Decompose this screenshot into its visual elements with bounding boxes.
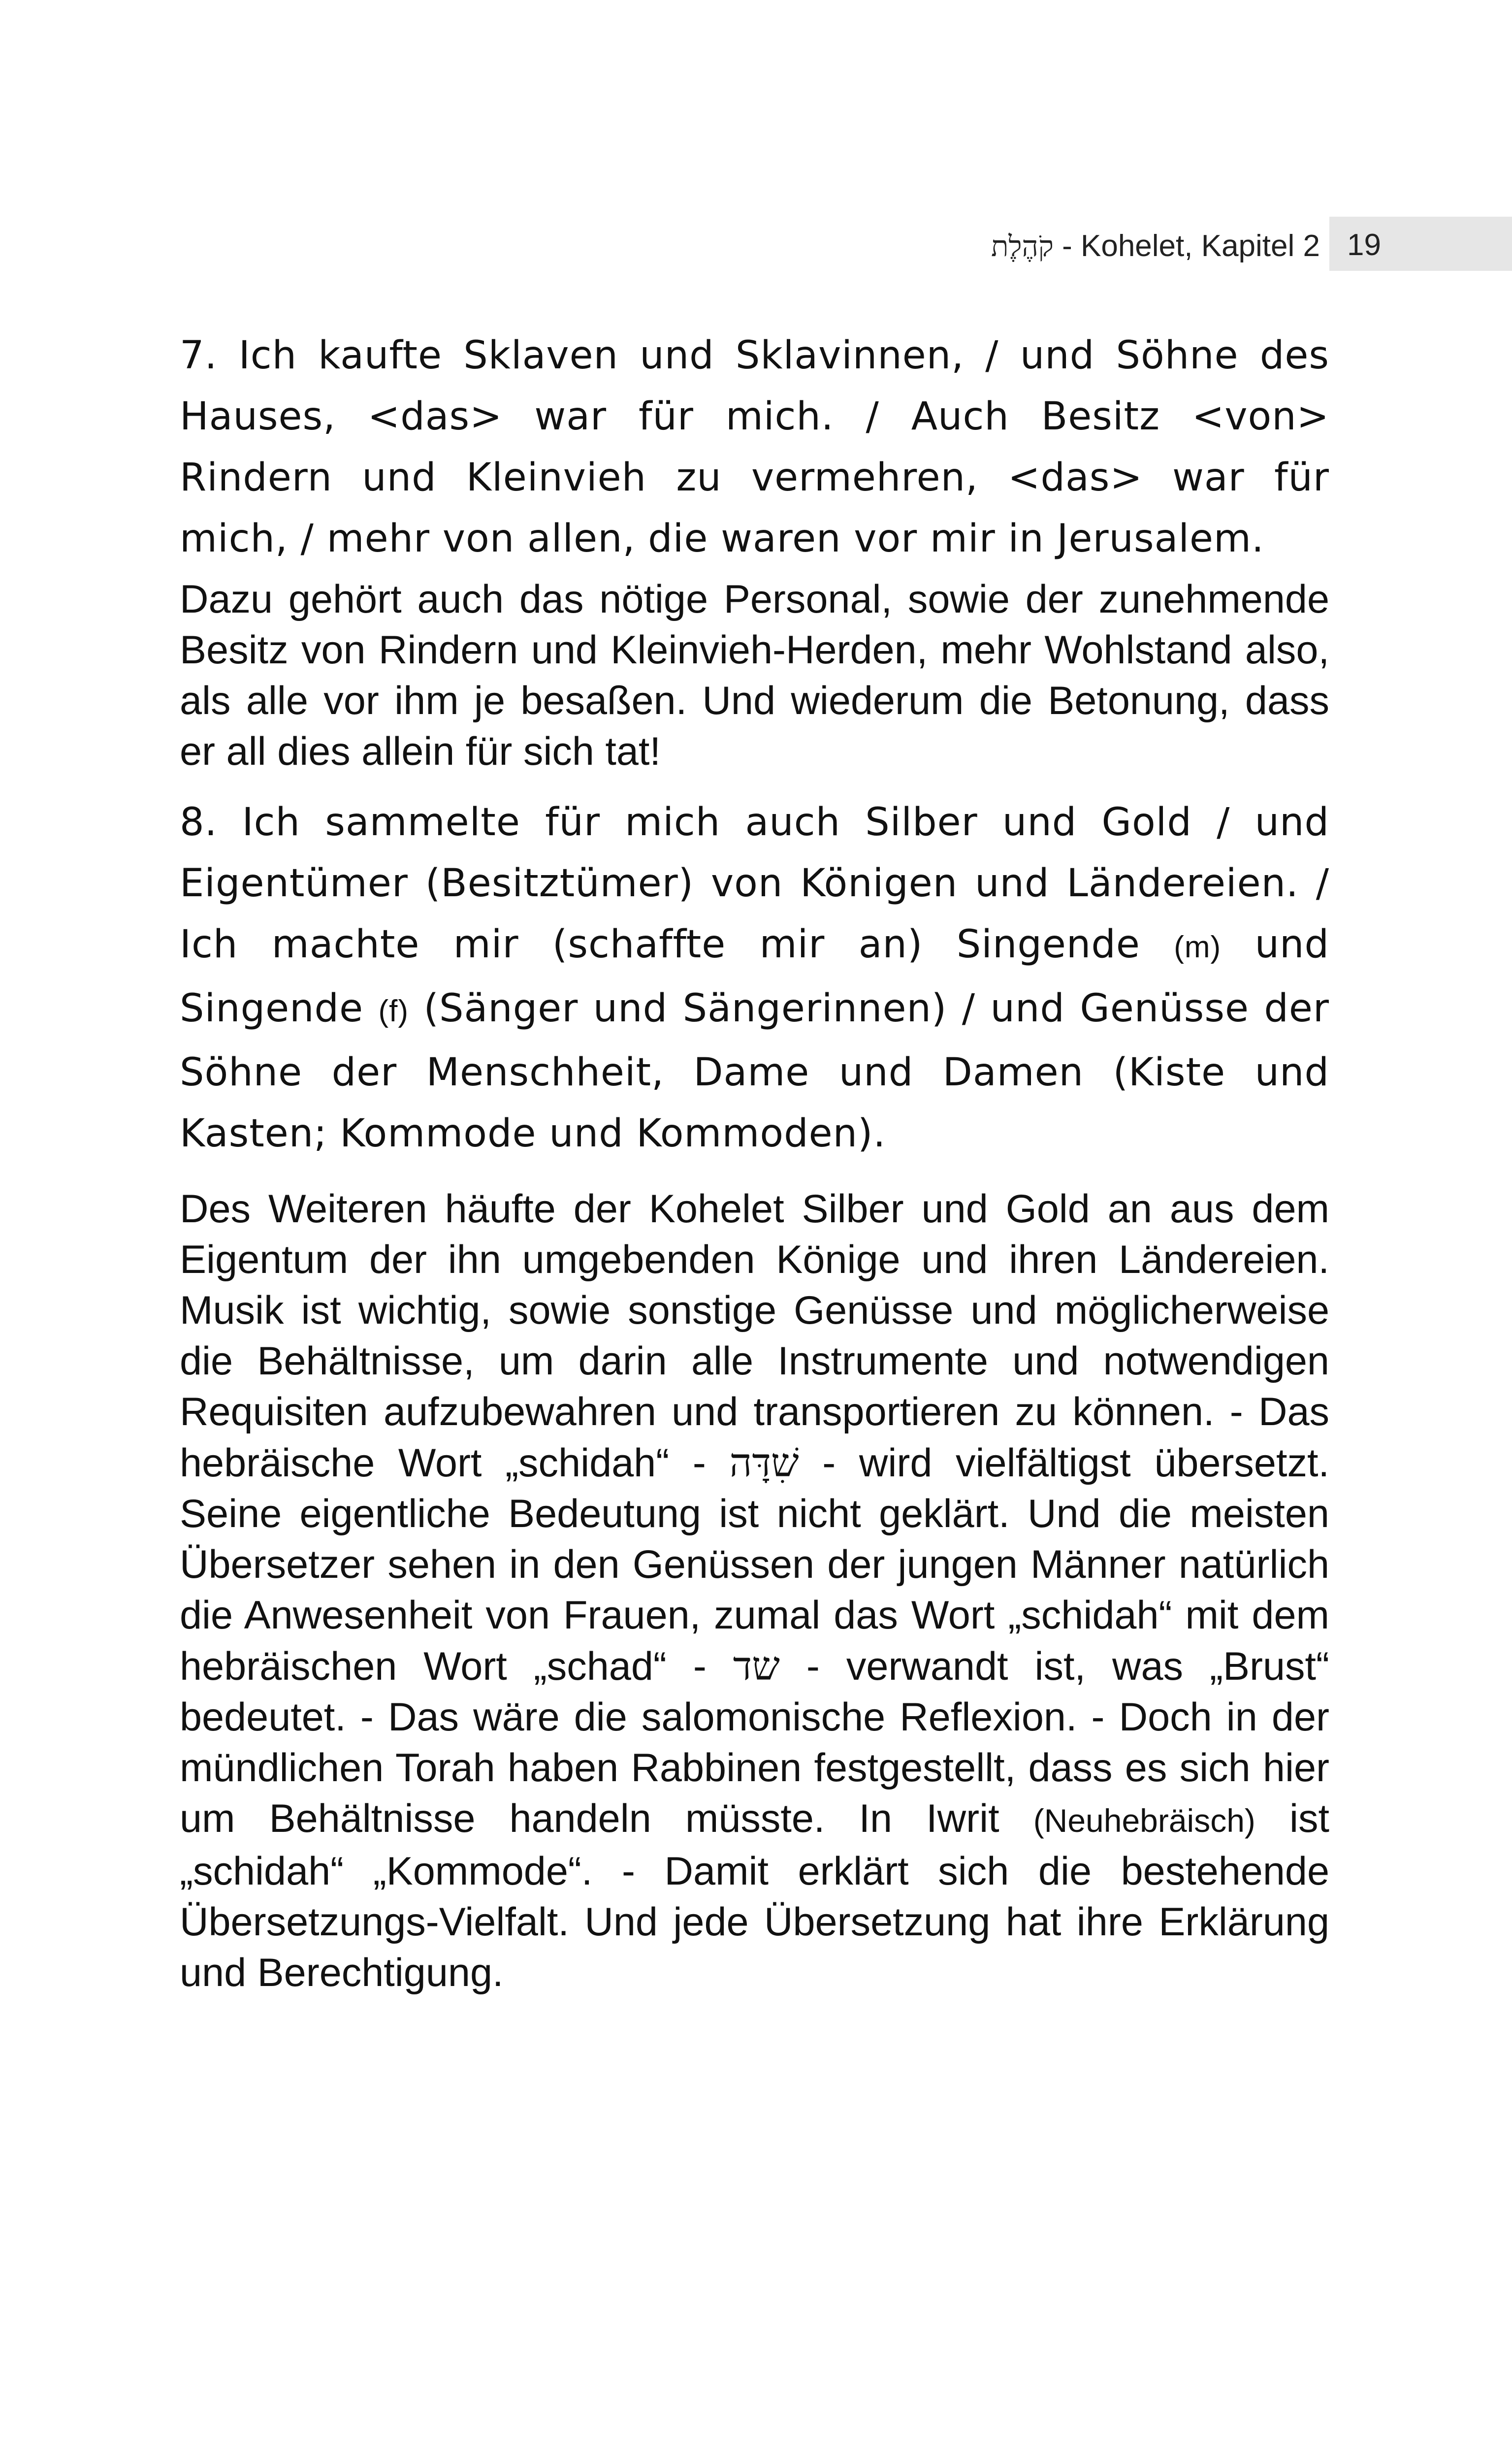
- commentary-8-text-3: - verwandt ist, was „Brust“ bedeutet. - Das wäre die salomonische Reflexion. - Doch in der mündlichen Torah haben Rabbinen festgestellt, dass es sich hier um Behältnisse handeln müsste. In Iwrit: [180, 1644, 1329, 1841]
- neuhebraeisch-note: (Neuhebräisch): [1033, 1802, 1255, 1839]
- commentary-8-text-1: Des Weiteren häufte der Kohelet Silber und Gold an aus dem Eigentum der ihn umgebenden Könige und ihren Ländereien. Musik ist wichtig, sowie sonstige Genüsse und möglicherweise die Behältnisse, um darin alle Instrumente und notwendigen Requisiten aufzubewahren und transportieren zu können. - Das hebräische Wort „schidah“ -: [180, 1187, 1329, 1485]
- running-header: [0, 217, 1512, 271]
- verse-8: [180, 792, 1329, 1164]
- verse-7: 7. Ich kaufte Sklaven und Sklavinnen, / und Söhne des Hauses, <das> war für mich. / Auch Besitz <von> Rindern und Kleinvieh zu vermehren, <das> war für mich, / mehr von allen, die waren vor mir in Jerusalem.: [180, 333, 1329, 561]
- commentary-verse-7: Dazu gehört auch das nötige Personal, sowie der zunehmende Besitz von Rindern und Kleinvieh-Herden, mehr Wohlstand also, als alle vor ihm je besaßen. Und wiederum die Betonung, dass er all dies allein für sich tat!: [180, 577, 1329, 774]
- verse-8-text-1: 8. Ich sammelte für mich auch Silber und Gold / und Eigentümer (Besitztümer) von Königen und Ländereien. / Ich machte mir (schaffte mir an) Singende: [180, 800, 1329, 967]
- page-number-box: [1329, 217, 1512, 271]
- commentary-8-text-4: ist „schidah“ „Kommode“. - Damit erklärt sich die bestehende Übersetzungs-Vielfalt. Und jede Übersetzung hat ihre Erklärung und Berechtigung.: [180, 1796, 1329, 1995]
- page-content: [180, 325, 1329, 1998]
- hebrew-word-schad: שד: [733, 1643, 780, 1689]
- verse-8-masculine-marker: (m): [1174, 930, 1222, 964]
- verse-8-feminine-marker: (f): [378, 994, 409, 1028]
- running-header-title: [991, 228, 1320, 263]
- header-hebrew-title: קֹהֶלֶת: [991, 229, 1054, 263]
- verse-8-text-3: (Sänger und Sängerinnen) / und Genüsse der Söhne der Menschheit, Dame und Damen (Kiste und Kasten; Kommode und Kommoden).: [180, 986, 1329, 1156]
- commentary-verse-8: [180, 1184, 1329, 1998]
- verse-8-text-2: und Singende: [180, 922, 1329, 1031]
- header-title-text: - Kohelet, Kapitel 2: [1053, 229, 1320, 263]
- page-number: 19: [1347, 228, 1381, 262]
- commentary-8-text-2: - wird vielfältigst übersetzt. Seine eigentliche Bedeutung ist nicht geklärt. Und die meisten Übersetzer sehen in den Genüssen der jungen Männer natürlich die Anwesenheit von Frauen, zumal das Wort „schidah“ mit dem hebräischen Wort „schad“ -: [180, 1441, 1329, 1689]
- hebrew-word-schidah: שִׁדָּה: [729, 1440, 799, 1486]
